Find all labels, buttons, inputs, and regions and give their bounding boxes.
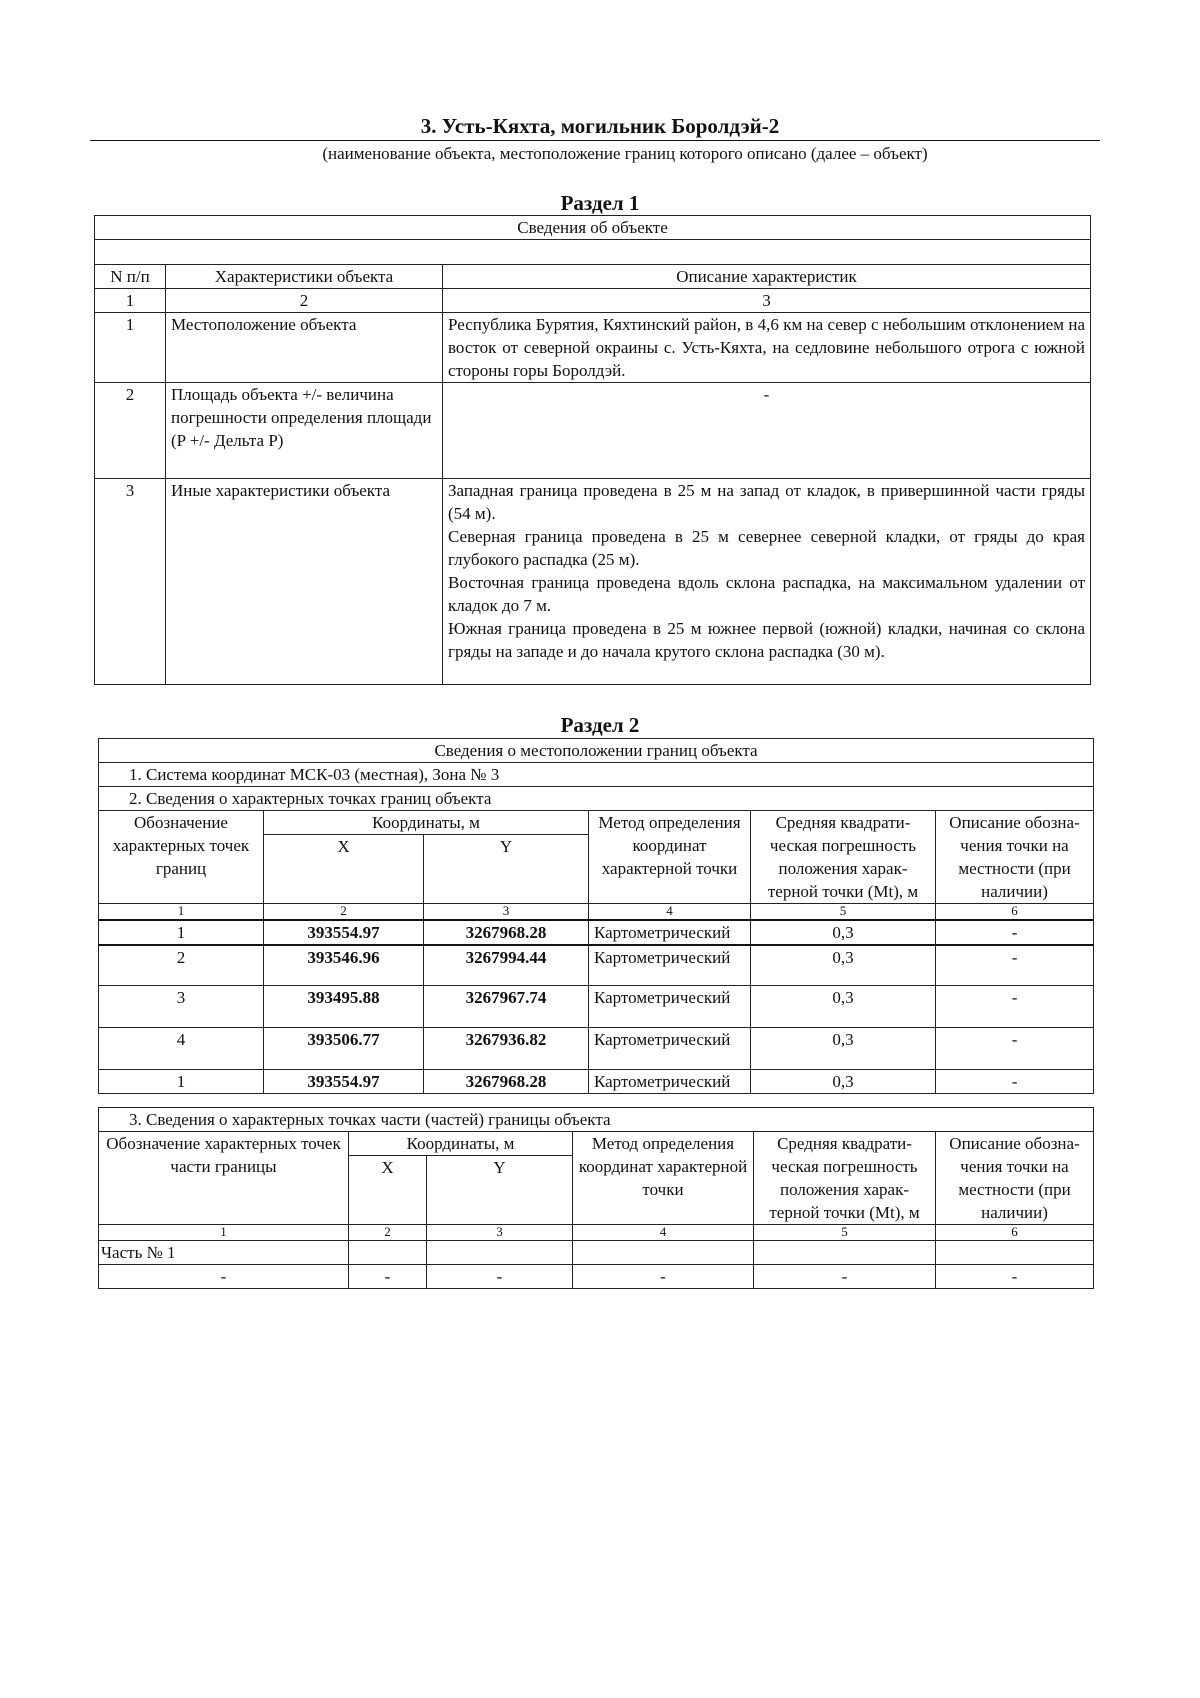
section2-table <box>98 738 1094 1094</box>
boundary-south: Южная граница проведена в 25 м южнее первой (южной) кладки, начиная со склона гряды на западе и до начала крутого склона распадка (30 м). <box>448 619 1085 661</box>
row-number: 1 <box>95 313 166 383</box>
point-desc: - <box>936 1028 1094 1070</box>
col-number: 4 <box>589 904 751 920</box>
section1-empty-row <box>95 240 1091 265</box>
point-id: 2 <box>99 945 264 986</box>
col-number: 6 <box>936 1225 1094 1241</box>
header-x: X <box>264 835 424 904</box>
header-part-method: Метод определения координат характерной точки <box>573 1132 754 1225</box>
col-number: 2 <box>264 904 424 920</box>
header-y: Y <box>424 835 589 904</box>
point-mt: 0,3 <box>751 945 936 986</box>
header-point-description: Описание обозна- чения точки на местности (при наличии) <box>936 811 1094 904</box>
boundary-north: Северная граница проведена в 25 м севернее северной кладки, от гряды до края глубокого распадка (25 м). <box>448 527 1085 569</box>
point-x: 393546.96 <box>264 945 424 986</box>
point-id: 4 <box>99 1028 264 1070</box>
part-label: Часть № 1 <box>99 1241 349 1265</box>
point-x: 393554.97 <box>264 1070 424 1094</box>
part-cell: - <box>936 1265 1094 1289</box>
section1-table <box>94 215 1091 685</box>
subtitle-boundary-points: 2. Сведения о характерных точках границ объекта <box>99 787 1094 811</box>
point-y: 3267968.28 <box>424 1070 589 1094</box>
point-x: 393495.88 <box>264 986 424 1028</box>
table-row <box>99 920 1094 945</box>
table-row <box>99 986 1094 1028</box>
part-cell: - <box>349 1265 427 1289</box>
row-description <box>443 479 1091 685</box>
point-y: 3267936.82 <box>424 1028 589 1070</box>
col-number: 3 <box>427 1225 573 1241</box>
header-part-error: Средняя квадрати- ческая погрешность положения харак- терной точки (Mt), м <box>754 1132 936 1225</box>
header-part-x: X <box>349 1156 427 1225</box>
point-mt: 0,3 <box>751 1070 936 1094</box>
header-method: Метод определения координат характерной точки <box>589 811 751 904</box>
point-id: 3 <box>99 986 264 1028</box>
table-row <box>95 479 1091 685</box>
section2-title: Раздел 2 <box>560 713 640 737</box>
col-number: 5 <box>754 1225 936 1241</box>
row-number: 3 <box>95 479 166 685</box>
col-number: 5 <box>751 904 936 920</box>
point-method: Картометрический <box>589 1028 751 1070</box>
table-row <box>99 1028 1094 1070</box>
section1-title: Раздел 1 <box>560 191 640 215</box>
header-part-coordinates: Координаты, м <box>349 1132 573 1156</box>
boundary-east: Восточная граница проведена вдоль склона распадка, на максимальном удалении от кладок до 7 м. <box>448 573 1085 615</box>
title-underline <box>90 140 1100 141</box>
col-number: 3 <box>443 289 1091 313</box>
header-coordinates: Координаты, м <box>264 811 589 835</box>
header-part-designation: Обозначение характерных точек части границы <box>99 1132 349 1225</box>
header-part-point-description: Описание обозна- чения точки на местности (при наличии) <box>936 1132 1094 1225</box>
point-desc: - <box>936 1070 1094 1094</box>
point-desc: - <box>936 920 1094 945</box>
header-designation: Обозначение характерных точек границ <box>99 811 264 904</box>
point-mt: 0,3 <box>751 986 936 1028</box>
table-row <box>95 313 1091 383</box>
point-mt: 0,3 <box>751 1028 936 1070</box>
point-desc: - <box>936 986 1094 1028</box>
table-row <box>99 1070 1094 1094</box>
col-number: 6 <box>936 904 1094 920</box>
point-mt: 0,3 <box>751 920 936 945</box>
section2-table-title: Сведения о местоположении границ объекта <box>99 739 1094 763</box>
point-y: 3267994.44 <box>424 945 589 986</box>
part-boundary-table <box>98 1107 1094 1289</box>
row-name: Площадь объекта +/- величина погрешности определения площади (P +/- Дельта P) <box>166 383 443 479</box>
col-number: 4 <box>573 1225 754 1241</box>
title-caption: (наименование объекта, местоположение границ которого описано (далее – объект) <box>322 144 928 163</box>
section1-table-title: Сведения об объекте <box>95 216 1091 240</box>
row-name: Иные характеристики объекта <box>166 479 443 685</box>
row-number: 2 <box>95 383 166 479</box>
subtitle-part-points: 3. Сведения о характерных точках части (частей) границы объекта <box>99 1108 1094 1132</box>
part-cell: - <box>99 1265 349 1289</box>
header-error: Средняя квадрати- ческая погрешность положения харак- терной точки (Mt), м <box>751 811 936 904</box>
part-cell: - <box>573 1265 754 1289</box>
col-header-characteristics: Характеристики объекта <box>166 265 443 289</box>
col-number: 3 <box>424 904 589 920</box>
col-number: 2 <box>349 1225 427 1241</box>
point-method: Картометрический <box>589 1070 751 1094</box>
row-name: Местоположение объекта <box>166 313 443 383</box>
col-header-description: Описание характеристик <box>443 265 1091 289</box>
col-number: 1 <box>99 1225 349 1241</box>
coord-system: 1. Система координат МСК-03 (местная), Зона № 3 <box>99 763 1094 787</box>
point-x: 393554.97 <box>264 920 424 945</box>
document-title: 3. Усть-Кяхта, могильник Боролдэй-2 <box>420 114 780 138</box>
col-number: 1 <box>99 904 264 920</box>
table-row <box>99 1241 1094 1265</box>
point-method: Картометрический <box>589 986 751 1028</box>
point-y: 3267967.74 <box>424 986 589 1028</box>
table-row <box>99 1265 1094 1289</box>
point-method: Картометрический <box>589 945 751 986</box>
part-cell: - <box>754 1265 936 1289</box>
row-description: Республика Бурятия, Кяхтинский район, в 4,6 км на север с небольшим отклонением на восток от северной окраины с. Усть-Кяхта, на седловине небольшого отрога с южной стороны горы Боролдэй. <box>443 313 1091 383</box>
table-row <box>99 945 1094 986</box>
part-cell: - <box>427 1265 573 1289</box>
table-row <box>95 383 1091 479</box>
header-part-y: Y <box>427 1156 573 1225</box>
point-x: 393506.77 <box>264 1028 424 1070</box>
point-y: 3267968.28 <box>424 920 589 945</box>
boundary-west: Западная граница проведена в 25 м на запад от кладок, в привершинной части гряды (54 м). <box>448 481 1085 523</box>
point-desc: - <box>936 945 1094 986</box>
point-id: 1 <box>99 1070 264 1094</box>
col-header-n: N п/п <box>95 265 166 289</box>
point-method: Картометрический <box>589 920 751 945</box>
col-number: 1 <box>95 289 166 313</box>
col-number: 2 <box>166 289 443 313</box>
point-id: 1 <box>99 920 264 945</box>
row-description: - <box>443 383 1091 479</box>
